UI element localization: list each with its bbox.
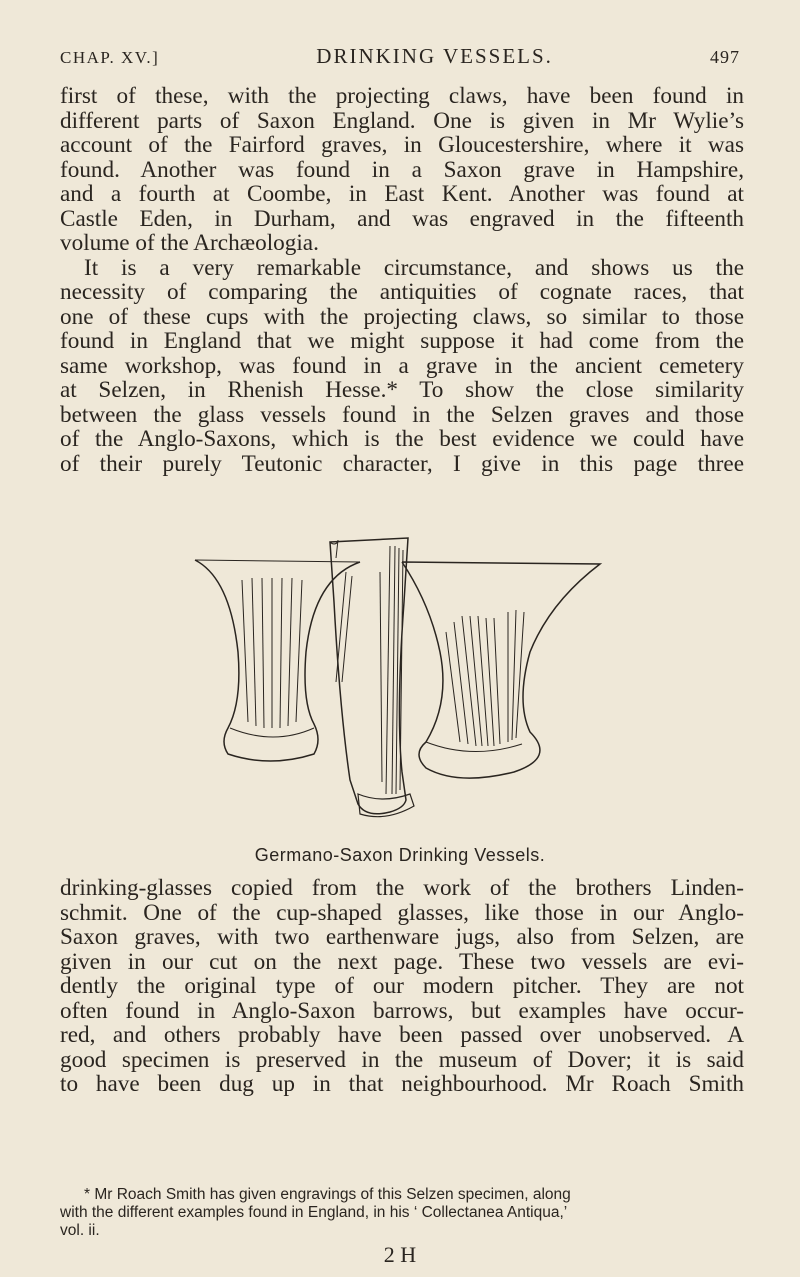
- signature-mark: 2 H: [383, 1242, 417, 1267]
- text-line: between the glass vessels found in the Selzen graves and those: [60, 401, 744, 428]
- text-line: necessity of comparing the antiquities of cognate races, that: [60, 279, 744, 305]
- text-line: It is a very remarkable circumstance, and shows us the: [84, 254, 744, 281]
- text-line: given in our cut on the next page. These two vessels are evi-: [60, 948, 744, 975]
- left-glass: [195, 560, 360, 761]
- text-line: to have been dug up in that neighbourhood. Mr Roach Smith: [60, 1071, 744, 1097]
- page-number: 497: [709, 47, 740, 67]
- text-line: often found in Anglo-Saxon barrows, but examples have occur-: [60, 997, 744, 1024]
- chapter-label: CHAP. XV.]: [60, 48, 160, 67]
- text-line: one of these cups with the projecting claws, so similar to those: [60, 303, 744, 330]
- text-line: different parts of Saxon England. One is given in Mr Wylie’s: [60, 107, 744, 134]
- text-line: drinking-glasses copied from the work of the brothers Linden-: [60, 875, 744, 901]
- text-line: of their purely Teutonic character, I give in this page three: [60, 450, 744, 477]
- text-line: schmit. One of the cup-shaped glasses, like those in our Anglo-: [60, 899, 744, 926]
- paragraph-3: [60, 876, 744, 1097]
- page-title: DRINKING VESSELS.: [316, 44, 553, 68]
- footnote-line: * Mr Roach Smith has given engravings of this Selzen specimen, along: [84, 1186, 571, 1203]
- paragraph-2: [60, 256, 744, 477]
- right-glass: [402, 562, 600, 778]
- text-line: volume of the Archæologia.: [60, 230, 319, 256]
- paragraph-1: [60, 84, 744, 256]
- text-line: good specimen is preserved in the museum of Dover; it is said: [60, 1046, 744, 1073]
- text-line: found in England that we might suppose it had come from the: [60, 328, 744, 354]
- footnote: [60, 1186, 744, 1240]
- text-line: first of these, with the projecting claws, have been found in: [60, 83, 744, 109]
- running-head: [60, 44, 740, 69]
- text-line: red, and others probably have been passed over unobserved. A: [60, 1022, 744, 1048]
- text-line: account of the Fairford graves, in Gloucestershire, where it was: [60, 132, 744, 158]
- text-line: of the Anglo-Saxons, which is the best evidence we could have: [60, 426, 744, 452]
- text-line: and a fourth at Coombe, in East Kent. Another was found at: [60, 181, 744, 207]
- footnote-line: with the different examples found in England, in his ‘ Collectanea Antiqua,’: [60, 1204, 568, 1221]
- text-line: same workshop, was found in a grave in the ancient cemetery: [60, 352, 744, 379]
- text-line: Saxon graves, with two earthenware jugs, also from Selzen, are: [60, 924, 744, 950]
- drinking-vessels-illustration: [190, 532, 610, 832]
- text-line: at Selzen, in Rhenish Hesse.* To show the close similarity: [60, 377, 744, 403]
- text-line: dently the original type of our modern pitcher. They are not: [60, 973, 744, 999]
- figure-caption: Germano-Saxon Drinking Vessels.: [254, 845, 546, 865]
- footnote-line: vol. ii.: [60, 1222, 100, 1239]
- text-line: Castle Eden, in Durham, and was engraved in the fifteenth: [60, 205, 744, 232]
- text-line: found. Another was found in a Saxon grave in Hampshire,: [60, 156, 744, 183]
